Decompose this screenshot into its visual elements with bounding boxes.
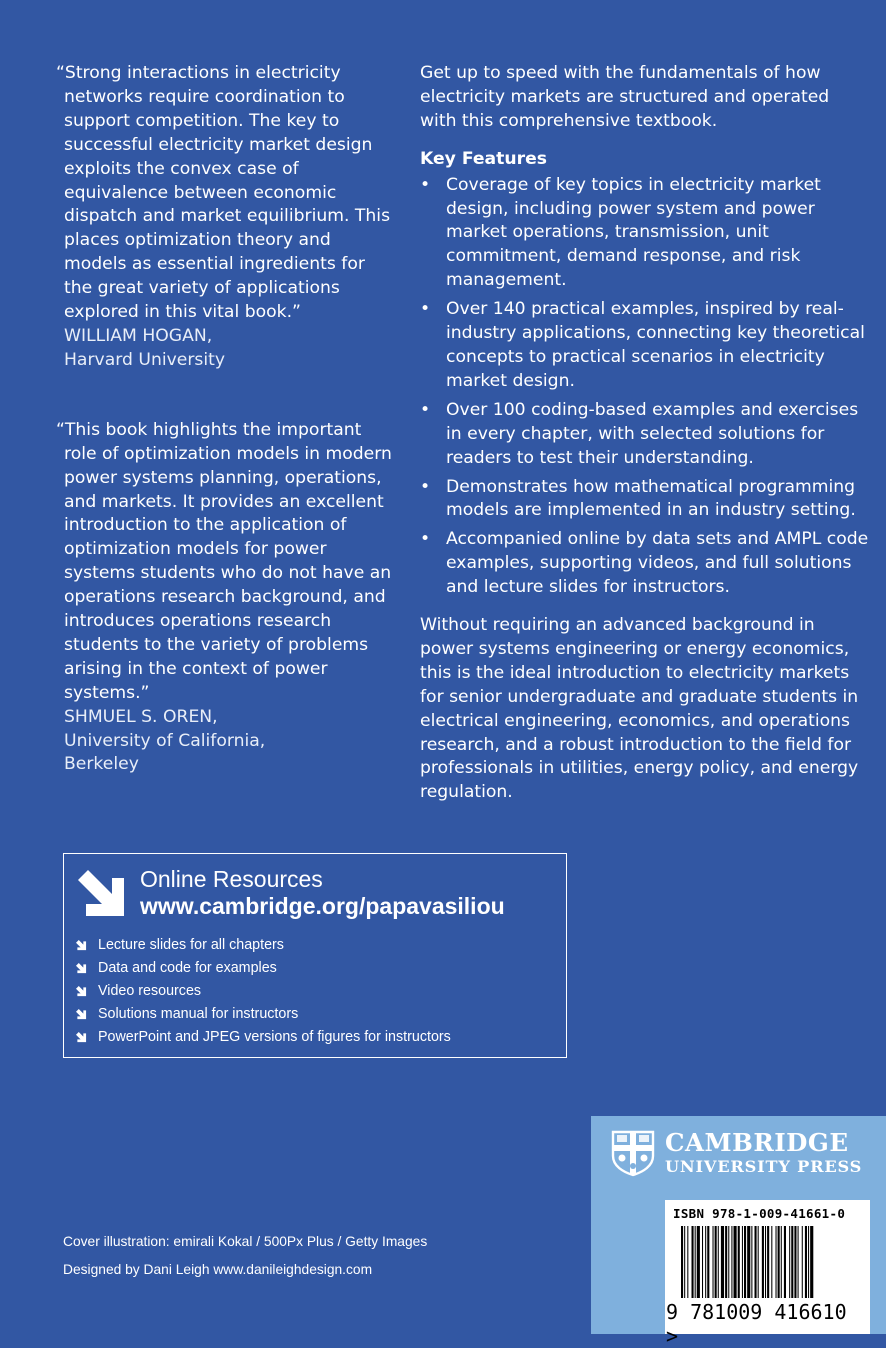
- arrow-down-right-icon: [76, 868, 126, 918]
- bullet-icon: •: [420, 529, 431, 550]
- endorsement-quote-oren: “This book highlights the important role of optimization models in modern power systems planning, operations, and markets. It provides an excellent introduction to the application of optimization models for power systems students who do not have an operations research background, and introduces operations research students to the variety of problems arising in the context of power systems.”: [56, 419, 392, 703]
- publisher-name: [665, 1128, 863, 1176]
- bullet-icon: •: [420, 299, 431, 320]
- isbn-label: ISBN 978-1-009-41661-0: [673, 1206, 846, 1221]
- feature-item: [420, 399, 870, 471]
- online-resources-url[interactable]: www.cambridge.org/papavasiliou: [140, 893, 505, 919]
- endorser-name: SHMUEL S. OREN,: [64, 706, 218, 727]
- description-column: [420, 62, 870, 805]
- feature-text: Accompanied online by data sets and AMPL code examples, supporting videos, and full solutions and lecture slides for instructors.: [446, 529, 869, 598]
- resource-item: [76, 957, 556, 980]
- resource-item: [76, 1026, 556, 1049]
- cambridge-crest-icon: [611, 1130, 655, 1176]
- isbn-digits: 9 781009 416610 >: [666, 1300, 847, 1348]
- arrow-down-right-icon: [76, 1009, 87, 1020]
- feature-item: [420, 476, 870, 524]
- endorser-affiliation: Harvard University: [64, 349, 226, 370]
- resource-item-label: Video resources: [98, 983, 202, 999]
- feature-text: Coverage of key topics in electricity market design, including power system and power market operations, transmission, unit commitment, demand response, and risk management.: [446, 174, 821, 291]
- illustration-credit: Cover illustration: emirali Kokal / 500Px Plus / Getty Images: [63, 1234, 428, 1249]
- feature-item: [420, 528, 870, 600]
- arrow-down-right-icon: [76, 1032, 87, 1043]
- publisher-name-line2: UNIVERSITY PRESS: [665, 1156, 863, 1176]
- feature-item: [420, 298, 870, 394]
- arrow-down-right-icon: [76, 986, 87, 997]
- resource-item-label: Lecture slides for all chapters: [98, 937, 284, 953]
- description-closing: Without requiring an advanced background in power systems engineering or energy economics, this is the ideal introduction to electricity markets for senior undergraduate and graduate students in electrical engineering, economics, and operations research, and a robust introduction to the field for professionals in utilities, energy policy, and energy regulation.: [420, 615, 859, 803]
- resource-item-label: Solutions manual for instructors: [98, 1006, 299, 1022]
- bullet-icon: •: [420, 476, 431, 497]
- endorser-affiliation: University of California, Berkeley: [64, 730, 266, 775]
- endorsement-quote-hogan: “Strong interactions in electricity networks require coordination to support competition. The key to successful electricity market design exploits the convex case of equivalence between economic dispatch and market equilibrium. This places optimization theory and models as essential ingredients for the great variety of applications explored in this vital book.”: [56, 63, 391, 323]
- key-features-list: [420, 174, 870, 600]
- resource-item: [76, 934, 556, 957]
- bullet-icon: •: [420, 399, 431, 420]
- resource-item: [76, 980, 556, 1003]
- design-credit: Designed by Dani Leigh www.danileighdesign.com: [63, 1262, 373, 1277]
- cover-credits: [63, 1228, 427, 1284]
- resource-item: [76, 1003, 556, 1026]
- arrow-down-right-icon: [76, 940, 87, 951]
- resource-item-label: Data and code for examples: [98, 960, 277, 976]
- online-resources-list: [76, 934, 556, 1049]
- barcode-bars: [669, 1226, 863, 1298]
- online-resources-header: [76, 866, 556, 920]
- bullet-icon: •: [420, 174, 431, 195]
- feature-item: [420, 174, 870, 294]
- description-intro: Get up to speed with the fundamentals of how electricity markets are structured and operated with this comprehensive textbook.: [420, 63, 830, 131]
- endorsement-attribution-hogan: [56, 325, 396, 373]
- endorsements-column: [56, 62, 396, 777]
- publisher-panel: [591, 1116, 886, 1348]
- isbn-barcode: [665, 1200, 870, 1348]
- arrow-down-right-icon: [76, 963, 87, 974]
- feature-text: Demonstrates how mathematical programming models are implemented in an industry setting.: [446, 476, 856, 521]
- endorser-name: WILLIAM HOGAN,: [64, 325, 213, 346]
- resource-item-label: PowerPoint and JPEG versions of figures for instructors: [98, 1029, 451, 1045]
- publisher-logo: [611, 1130, 862, 1176]
- online-resources-box: [63, 853, 567, 1058]
- publisher-name-line1: CAMBRIDGE: [665, 1128, 849, 1158]
- key-features-heading: Key Features: [420, 148, 547, 169]
- feature-text: Over 100 coding-based examples and exercises in every chapter, with selected solutions for readers to test their understanding.: [446, 399, 859, 468]
- endorsement-attribution-oren: [56, 706, 286, 778]
- online-resources-title: Online Resources: [140, 866, 323, 892]
- feature-text: Over 140 practical examples, inspired by real-industry applications, connecting key theoretical concepts to practical scenarios in electricity market design.: [446, 299, 865, 391]
